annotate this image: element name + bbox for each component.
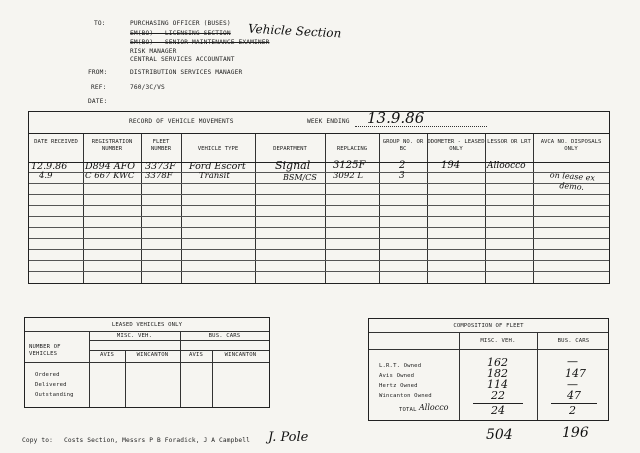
col-group-no: GROUP NO. OR BC [382, 139, 424, 152]
col-odometer: ODOMETER - LEASED ONLY [427, 139, 485, 152]
week-ending-label: WEEK ENDING [307, 118, 350, 125]
leased-vehicles-table [24, 317, 270, 408]
col-divider [125, 350, 126, 407]
wincanton-bus: 47 [567, 389, 581, 402]
to-line-2: EM(BO) - LICENSING SECTION [130, 30, 231, 37]
col-department: DEPARTMENT [273, 146, 307, 152]
ordered-label: Ordered [35, 372, 60, 378]
row-line [369, 349, 608, 350]
movements-title: RECORD OF VEHICLE MOVEMENTS [129, 118, 234, 125]
row-line [29, 238, 609, 239]
col-replacing: REPLACING [336, 146, 368, 152]
total-misc: 24 [491, 404, 505, 417]
sub-wincanton-misc: WINCANTON [136, 352, 169, 358]
col-fleet-number: FLEET NUMBER [150, 139, 172, 152]
total-bus: 2 [569, 404, 576, 417]
fleet-title: COMPOSITION OF FLEET [453, 323, 524, 329]
row1-fleet: 3373F [145, 161, 176, 172]
date-label: DATE: [88, 98, 108, 105]
fleet-misc-label: MISC. VEH. [480, 338, 516, 344]
copy-to-label: Copy to: [22, 437, 54, 444]
to-line-3: EM(BO) - SENIOR MAINTENANCE EXAMINER [130, 39, 270, 46]
row-line [25, 362, 269, 363]
movements-header [29, 109, 609, 134]
lrt-bus: — [567, 355, 578, 368]
grand-total-misc: 504 [486, 427, 513, 443]
row-line [29, 183, 609, 184]
row1-type: Ford Escort [189, 161, 246, 172]
col-divider [180, 332, 181, 407]
ref-value: 760/3C/VS [130, 84, 165, 91]
row1-replacing: 3125F [333, 160, 366, 171]
sub-avis-bus: AVIS [188, 352, 204, 358]
avis-owned-label: Avis Owned [379, 373, 415, 379]
signature: J. Pole [268, 430, 309, 445]
to-line-5: CENTRAL SERVICES ACCOUNTANT [130, 56, 235, 63]
row2-replacing: 3092 L [333, 171, 363, 181]
row-line [29, 260, 609, 261]
row-line [29, 227, 609, 228]
ref-label: REF: [91, 84, 107, 91]
row-line [29, 216, 609, 217]
lrt-misc: 162 [487, 356, 508, 369]
avis-misc: 182 [487, 367, 508, 380]
number-of-vehicles-label: NUMBER OF VEHICLES [29, 344, 61, 357]
week-ending-value: 13.9.86 [367, 109, 425, 127]
fleet-composition-table [368, 318, 609, 421]
movements-table [28, 111, 610, 284]
row2-type: Transit [199, 171, 230, 181]
row-line [29, 249, 609, 250]
hertz-bus: — [567, 378, 578, 391]
col-divider [459, 333, 460, 420]
row2-fleet: 3378F [145, 171, 173, 181]
copy-to-value: Costs Section, Messrs P B Foradick, J A Campbell [64, 437, 251, 444]
row2-date: 4.9 [39, 171, 53, 181]
delivered-label: Delivered [35, 382, 67, 388]
fleet-bus-label: BUS. CARS [557, 338, 590, 344]
from-value: DISTRIBUTION SERVICES MANAGER [130, 69, 243, 76]
leased-title: LEASED VEHICLES ONLY [111, 322, 183, 328]
col-registration: REGISTRATION NUMBER [91, 139, 133, 152]
leased-misc-label: MISC. VEH. [116, 333, 153, 339]
hertz-owned-label: Hertz Owned [379, 383, 418, 389]
to-line-4: RISK MANAGER [130, 48, 177, 55]
to-line-1: PURCHASING OFFICER (BUSES) [130, 20, 231, 27]
sub-wincanton-bus: WINCANTON [224, 352, 257, 358]
col-avca: AVCA NO. DISPOSALS ONLY [540, 139, 602, 152]
wincanton-misc: 22 [491, 389, 505, 402]
avis-bus: 147 [565, 367, 586, 380]
col-divider [537, 333, 538, 420]
total-label: TOTAL [399, 407, 417, 413]
row-line [89, 350, 269, 351]
col-lessor: LESSOR OR LRT [487, 139, 531, 145]
row1-odometer: 194 [441, 160, 461, 171]
wincanton-owned-label: Wincanton Owned [379, 393, 432, 399]
row1-lessor: Alloocco [487, 161, 526, 171]
row1-group: 2 [399, 160, 406, 171]
col-date-received: DATE RECEIVED [34, 139, 78, 145]
lrt-owned-label: L.R.T. Owned [379, 363, 422, 369]
grand-total-bus: 196 [562, 425, 589, 441]
sub-avis-misc: AVIS [99, 352, 115, 358]
row-line [29, 194, 609, 195]
col-divider [89, 332, 90, 407]
row2-group: 3 [399, 171, 405, 181]
row2-avca: on lease ex demo. [549, 170, 596, 192]
row1-date: 12.9.86 [31, 161, 68, 172]
outstanding-label: Outstanding [35, 392, 74, 398]
to-handwritten: Vehicle Section [247, 21, 342, 41]
row-line [29, 271, 609, 272]
row1-reg: D894 AFO [85, 161, 136, 172]
col-vehicle-type: VEHICLE TYPE [197, 146, 239, 152]
leased-bus-label: BUS. CARS [208, 333, 241, 339]
row2-dept: BSM/CS [283, 173, 317, 182]
row1-dept: Signal [275, 159, 311, 172]
from-label: FROM: [88, 69, 108, 76]
row2-reg: C 667 KWC [85, 171, 135, 181]
total-note: Allocco [419, 403, 449, 412]
row-line [29, 205, 609, 206]
hertz-misc: 114 [487, 378, 508, 391]
to-label: TO: [94, 20, 106, 27]
row-line [89, 340, 269, 341]
col-divider [212, 350, 213, 407]
